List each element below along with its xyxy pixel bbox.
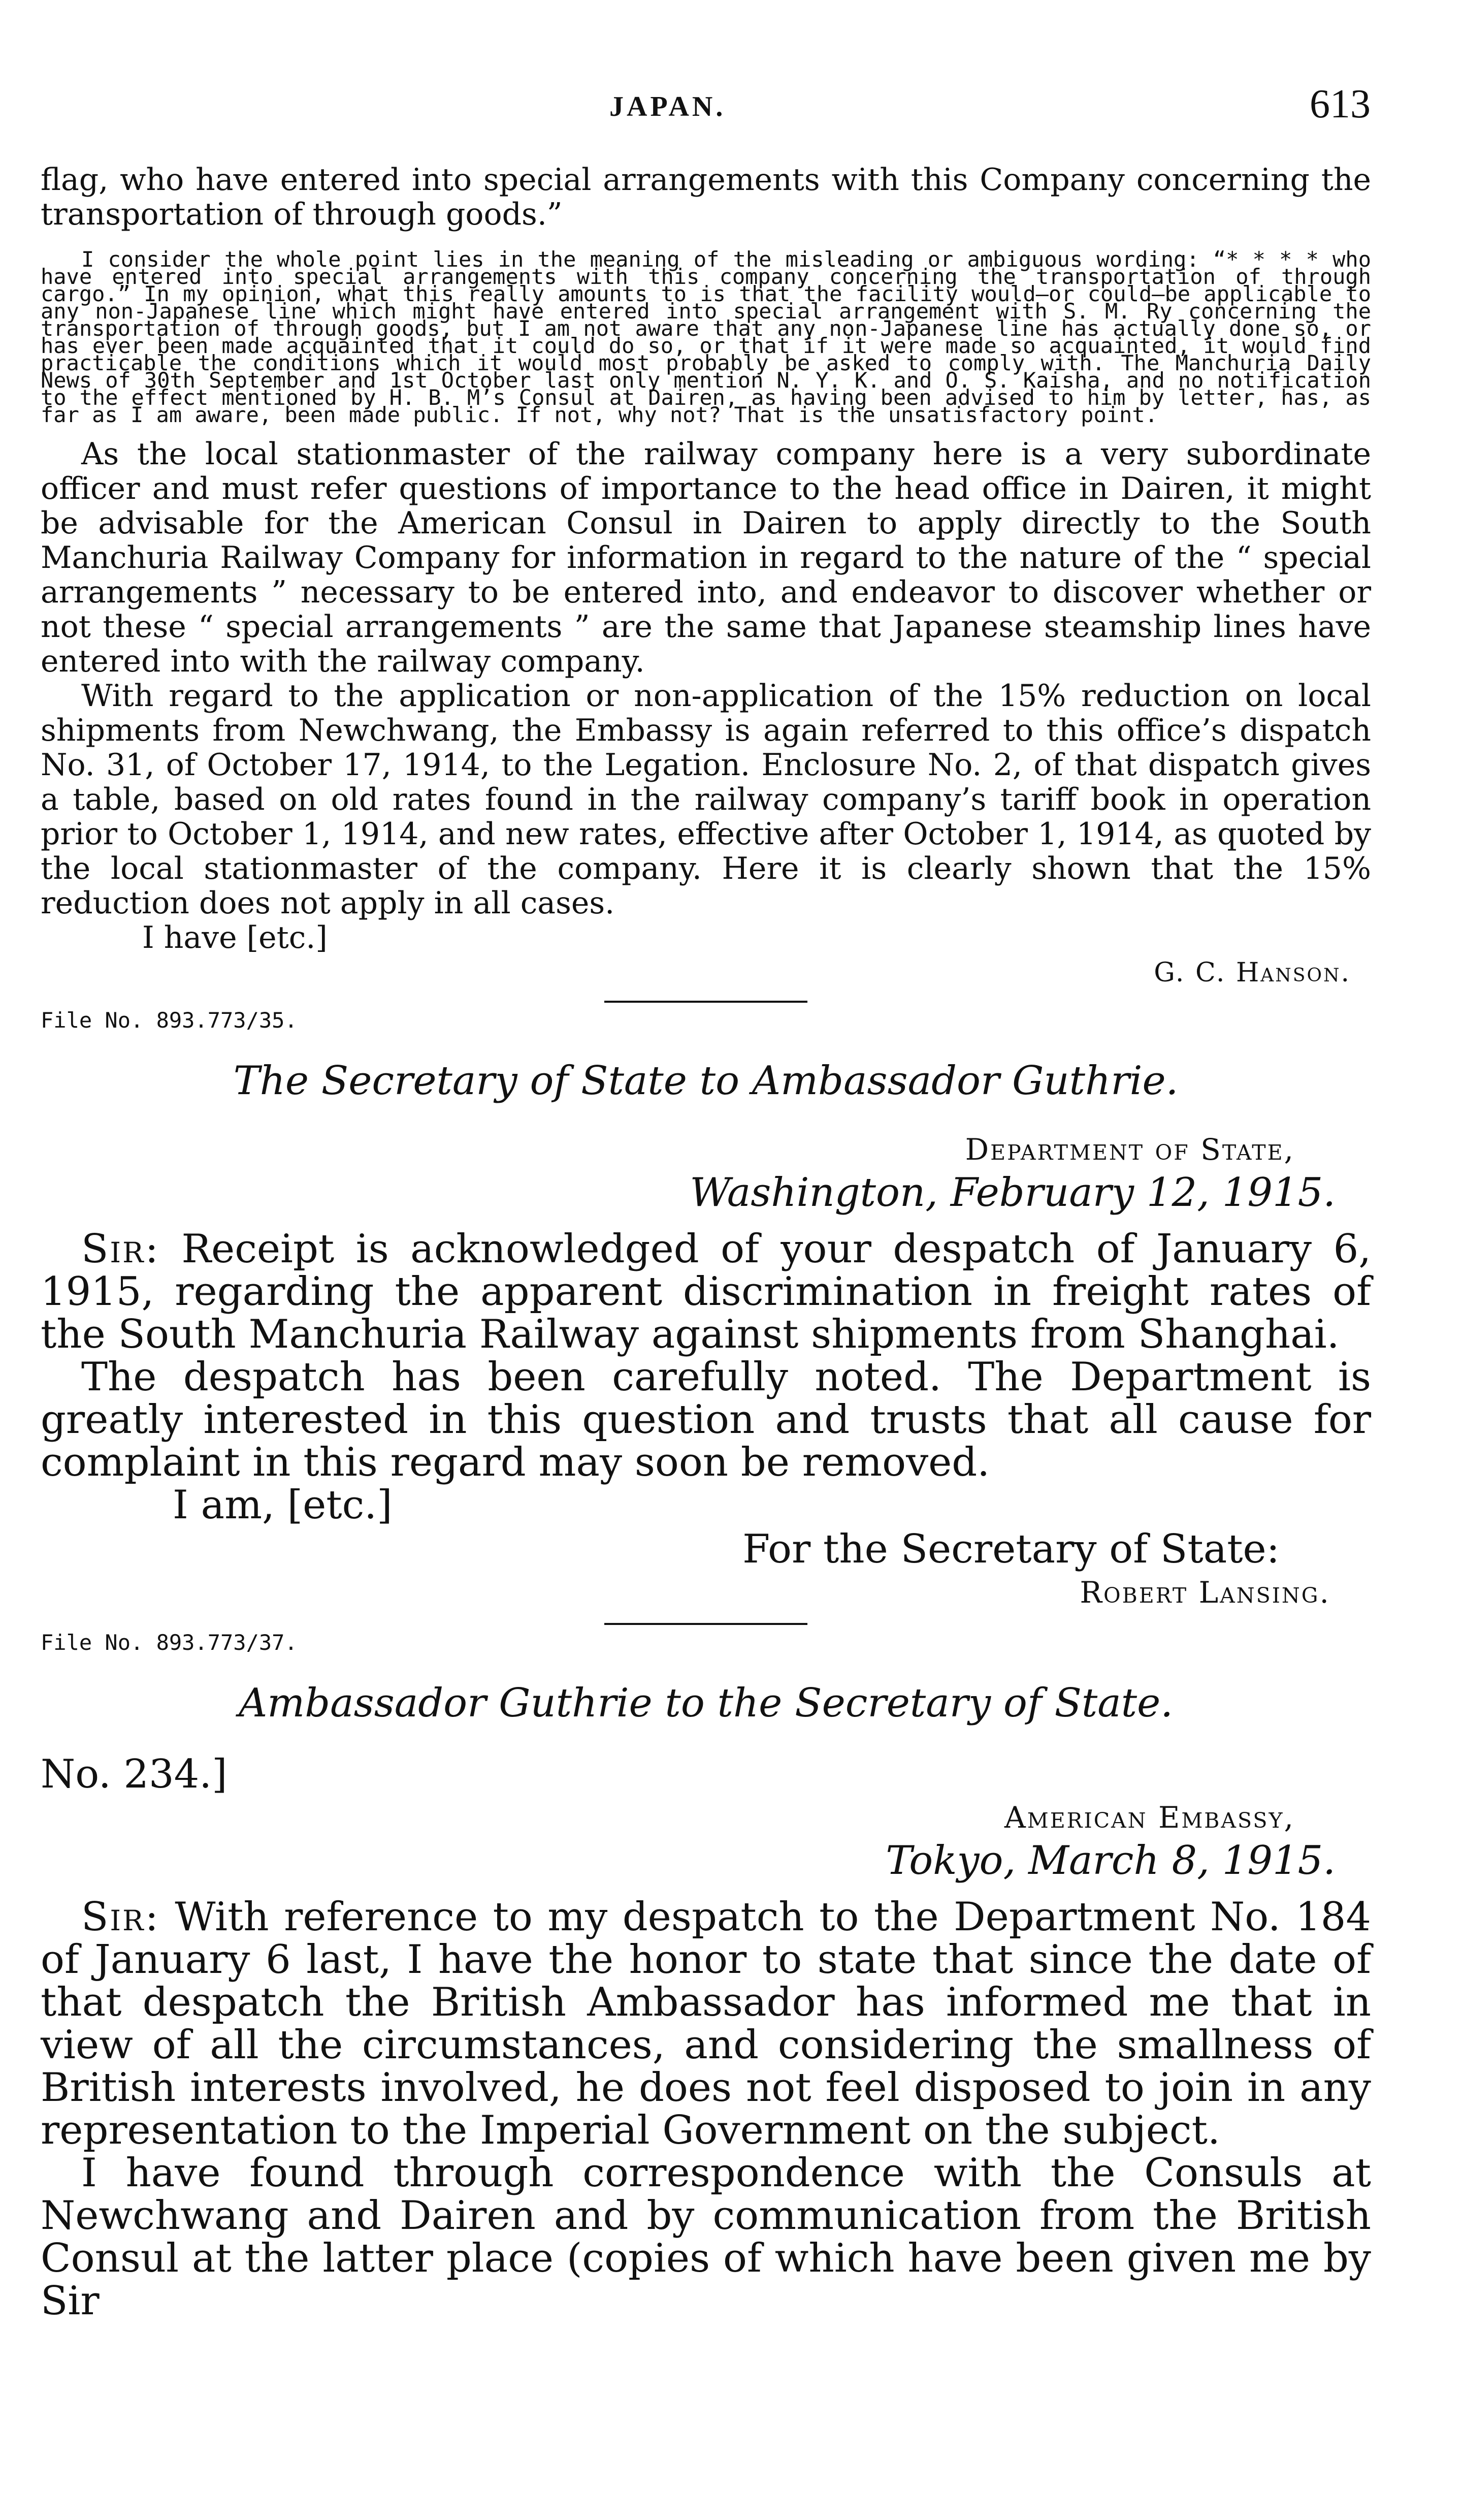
- letter3-despatch-number: No. 234.]: [41, 1751, 227, 1797]
- letter2-signature-line-1: For the Secretary of State:: [742, 1526, 1280, 1572]
- letter2-closing: I am, [etc.]: [173, 1482, 393, 1528]
- section-divider-2: [604, 1623, 807, 1625]
- letter2-address-date: Washington, February 12, 1915.: [690, 1170, 1336, 1216]
- letter1-paragraph-2: With regard to the application or non-application of the 15% reduction on local shipments from Newchwang, the Embassy is again referred to this office’s dispatch No. 31, of October 17, 1914, to the Legation. Enclosure No. 2, of that dispatch gives a table, based on old rates found in the railway company’s tariff book in operation prior to October 1, 1914, and new rates, effective after October 1, 1914, as quoted by the local stationmaster of the company. Here it is clearly shown that the 15% reduction does not apply in all cases.: [41, 678, 1371, 921]
- quoted-extract: I consider the whole point lies in the meaning of the misleading or ambiguous wording: “* * * * who have entered into special arrangements with this company concerning the transportation of through cargo.” In my opinion, what this really amounts to is that the facility would—or could—be applicable to any non-Japanese line which might have entered into special arrangement with S. M. Ry concerning the transportation of through goods, but I am not aware that any non-Japanese line has actually done so, or has ever been made acquainted that it could do so, or that if it were made so acquainted, it would find practicable the conditions which it would most probably be asked to comply with. The Manchuria Daily News of 30th September and 1st October last only mention N. Y. K. and O. S. Kaisha, and no notification to the effect mentioned by H. B. M’s Consul at Dairen, as having been advised to him by letter, has, as far as I am aware, been made public. If not, why not? That is the unsatisfactory point.: [41, 247, 1371, 427]
- letter3-file-number: File No. 893.773/37.: [41, 1630, 298, 1655]
- letter1-signature: G. C. Hanson.: [1154, 958, 1351, 988]
- letter3-address-date: Tokyo, March 8, 1915.: [886, 1838, 1336, 1884]
- page-number: 613: [1310, 82, 1371, 126]
- running-head: JAPAN.: [609, 91, 726, 122]
- letter3-heading: Ambassador Guthrie to the Secretary of State.: [238, 1680, 1174, 1726]
- page-content: [41, 163, 1371, 2322]
- letter3-paragraph-2: I have found through correspondence with the Consuls at Newchwang and Dairen and by communication from the British Consul at the latter place (copies of which have been given me by Sir: [41, 2150, 1371, 2324]
- intro-paragraph: flag, who have entered into special arrangements with this Company concerning the transportation of through goods.”: [41, 162, 1371, 232]
- letter2-paragraph-1-text: Receipt is acknowledged of your despatch of January 6, 1915, regarding the apparent discrimination in freight rates of the South Manchuria Railway against shipments from Shanghai.: [41, 1226, 1371, 1357]
- letter2-heading: The Secretary of State to Ambassador Guthrie.: [233, 1058, 1179, 1104]
- letter2-paragraph-1: [41, 1228, 1371, 1356]
- letter3-address: [41, 1797, 1371, 1884]
- letter2-signature-line-2: Robert Lansing.: [1080, 1575, 1330, 1610]
- letter3-address-org: American Embassy,: [1004, 1800, 1295, 1835]
- letter3-salutation: Sir:: [81, 1894, 160, 1940]
- letter2-paragraph-2: The despatch has been carefully noted. The Department is greatly interested in this question and trusts that all cause for complaint in this regard may soon be removed.: [41, 1354, 1371, 1485]
- letter2-file-number: File No. 893.773/35.: [41, 1008, 298, 1033]
- section-divider-1: [604, 1001, 807, 1003]
- letter1-closing: I have [etc.]: [142, 920, 328, 955]
- page-header: [0, 76, 1463, 132]
- letter3-paragraph-1-text: With reference to my despatch to the Department No. 184 of January 6 last, I have the honor to state that since the date of that despatch the British Ambassador has informed me that in view of all the circumstances, and considering the smallness of British interests involved, he does not feel disposed to join in any representation to the Imperial Government on the subject.: [41, 1894, 1371, 2153]
- letter2-salutation: Sir:: [81, 1226, 160, 1272]
- letter1-paragraph-1: As the local stationmaster of the railway company here is a very subordinate officer and must refer questions of importance to the head office in Dairen, it might be advisable for the American Consul in Dairen to apply directly to the South Manchuria Railway Company for information in regard to the nature of the “ special arrangements ” necessary to be entered into, and endeavor to discover whether or not these “ special arrangements ” are the same that Japanese steamship lines have entered into with the railway company.: [41, 436, 1371, 679]
- letter3-paragraph-1: [41, 1896, 1371, 2152]
- letter2-address: [41, 1129, 1371, 1216]
- letter2-address-org: Department of State,: [965, 1132, 1295, 1167]
